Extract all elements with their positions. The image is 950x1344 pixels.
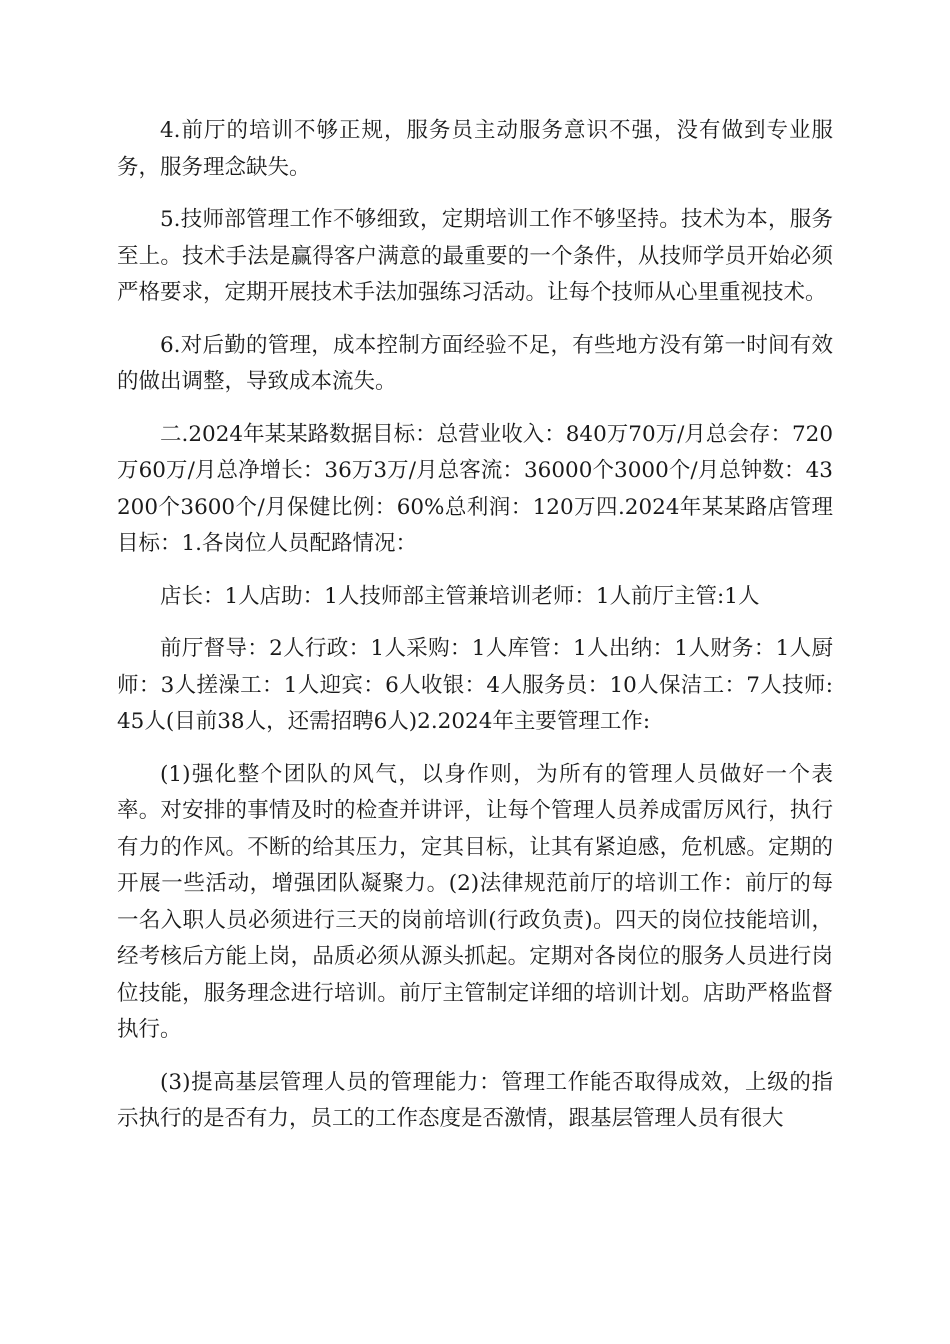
paragraph-2: 5.技师部管理工作不够细致，定期培训工作不够坚持。技术为本，服务至上。技术手法是赢得客户满意的最重要的一个条件，从技师学员开始必须严格要求，定期开展技术手法加强练习活动。让每个技师从心里重视技术。 — [117, 207, 833, 305]
paragraph-3: 6.对后勤的管理，成本控制方面经验不足，有些地方没有第一时间有效的做出调整，导致成本流失。 — [117, 332, 833, 394]
paragraph-5: 店长：1人店助：1人技师部主管兼培训老师：1人前厅主管:1人 — [160, 583, 760, 609]
document-body — [117, 113, 833, 1154]
paragraph-1: 4.前厅的培训不够正规，服务员主动服务意识不强，没有做到专业服务，服务理念缺失。 — [117, 118, 833, 180]
paragraph-8: (3)提高基层管理人员的管理能力：管理工作能否取得成效，上级的指示执行的是否有力，员工的工作态度是否激情，跟基层管理人员有很大 — [117, 1069, 833, 1131]
paragraph-6: 前厅督导：2人行政：1人采购：1人库管：1人出纳：1人财务：1人厨师：3人搓澡工：1人迎宾：6人收银：4人服务员：10人保洁工：7人技师:45人(目前38人，还需招聘6人)2.2024年主要管理工作: — [117, 636, 833, 734]
paragraph-4: 二.2024年某某路数据目标：总营业收入：840万70万/月总会存：720万60万/月总净增长：36万3万/月总客流：36000个3000个/月总钟数：43200个3600个/月保健比例：60%总利润：120万四.2024年某某路店管理目标：1.各岗位人员配路情况： — [117, 421, 833, 556]
paragraph-7: (1)强化整个团队的风气，以身作则，为所有的管理人员做好一个表率。对安排的事情及时的检查并讲评，让每个管理人员养成雷厉风行，执行有力的作风。不断的给其压力，定其目标，让其有紧迫感，危机感。定期的开展一些活动，增强团队凝聚力。(2)法律规范前厅的培训工作：前厅的每一名入职人员必须进行三天的岗前培训(行政负责)。四天的岗位技能培训，经考核后方能上岗，品质必须从源头抓起。定期对各岗位的服务人员进行岗位技能，服务理念进行培训。前厅主管制定详细的培训计划。店助严格监督执行。 — [117, 761, 833, 1042]
